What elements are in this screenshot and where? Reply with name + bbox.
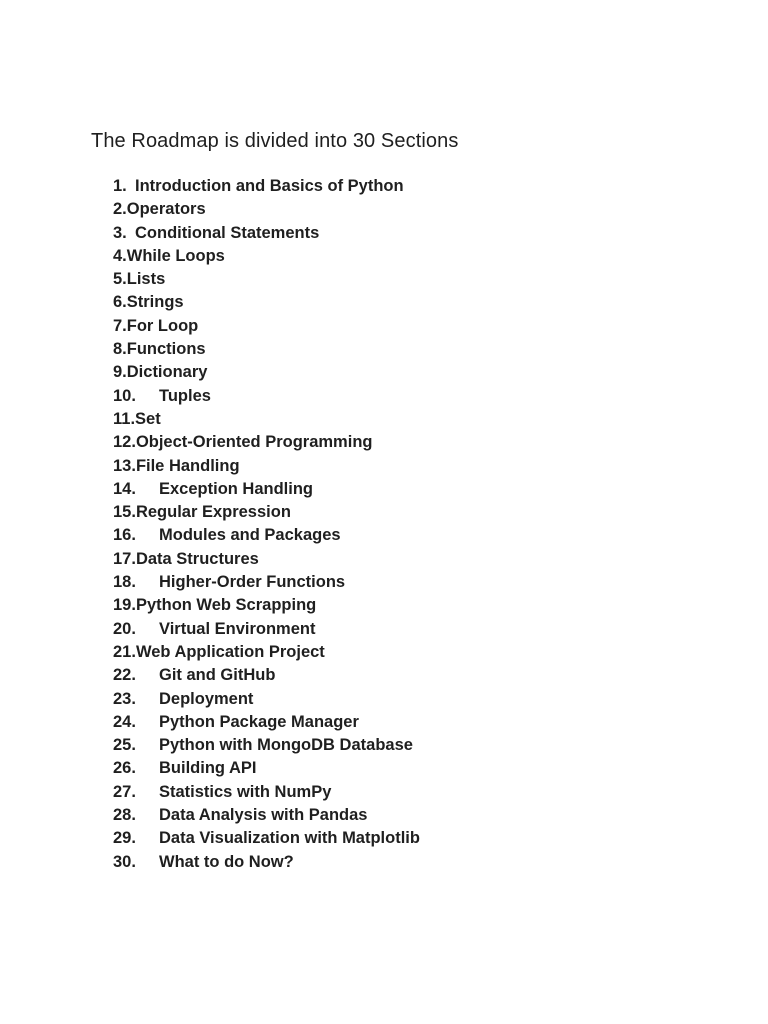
section-title: File Handling	[135, 456, 240, 475]
section-number: 24.	[113, 712, 136, 731]
section-title: Object-Oriented Programming	[135, 433, 373, 452]
section-number: 5.	[113, 270, 127, 289]
section-title: Statistics with NumPy	[159, 782, 332, 801]
section-item	[113, 641, 420, 664]
section-item	[113, 198, 420, 221]
section-number: 13.	[113, 456, 136, 475]
section-title: Python Package Manager	[159, 712, 359, 731]
section-number: 18.	[113, 573, 136, 592]
section-item	[113, 664, 420, 687]
section-title: What to do Now?	[159, 852, 294, 871]
section-title: Data Visualization with Matplotlib	[159, 829, 420, 848]
section-number: 2.	[113, 200, 127, 219]
section-item	[113, 175, 420, 198]
section-title: Operators	[126, 200, 206, 219]
section-title: Exception Handling	[159, 479, 314, 498]
section-title: Introduction and Basics of Python	[135, 177, 404, 195]
section-number: 25.	[113, 736, 136, 755]
section-number: 22.	[113, 666, 136, 685]
section-item	[113, 361, 420, 384]
section-number: 12.	[113, 433, 136, 452]
section-title: Lists	[126, 270, 166, 289]
section-number: 20.	[113, 619, 136, 638]
section-title: Tuples	[159, 386, 211, 405]
section-title: Regular Expression	[135, 503, 291, 522]
section-title: Strings	[126, 293, 184, 312]
section-number: 9.	[113, 363, 127, 382]
section-item	[113, 571, 420, 594]
section-title: Dictionary	[126, 363, 208, 382]
section-list	[113, 175, 420, 874]
section-number: 28.	[113, 806, 136, 825]
section-title: Deployment	[159, 689, 254, 708]
section-title: Data Structures	[135, 549, 259, 568]
section-number: 3.	[113, 223, 127, 242]
section-item	[113, 548, 420, 571]
section-item	[113, 245, 420, 268]
section-item	[113, 618, 420, 641]
section-title: Higher-Order Functions	[159, 573, 346, 592]
section-item	[113, 408, 420, 431]
section-title: Python with MongoDB Database	[159, 736, 413, 755]
section-number: 11.	[113, 409, 136, 428]
section-title: Web Application Project	[135, 642, 325, 661]
section-number: 21.	[113, 642, 136, 661]
section-title: While Loops	[126, 246, 225, 265]
section-number: 27.	[113, 782, 136, 801]
section-item	[113, 338, 420, 361]
section-item	[113, 688, 420, 711]
section-title: Git and GitHub	[159, 666, 276, 685]
section-number: 7.	[113, 316, 127, 335]
section-number: 1.	[113, 177, 127, 195]
section-item	[113, 501, 420, 524]
section-title: For Loop	[126, 316, 199, 335]
section-number: 14.	[113, 479, 136, 498]
section-item	[113, 291, 420, 314]
section-number: 4.	[113, 246, 127, 265]
section-number: 10.	[113, 386, 136, 405]
section-item	[113, 827, 420, 850]
section-item	[113, 385, 420, 408]
section-number: 17.	[113, 549, 136, 568]
section-title: Python Web Scrapping	[135, 596, 317, 615]
section-item	[113, 851, 420, 874]
section-title: Set	[135, 409, 161, 428]
section-item	[113, 455, 420, 478]
section-number: 15.	[113, 503, 136, 522]
section-item	[113, 594, 420, 617]
section-item	[113, 268, 420, 291]
section-item	[113, 315, 420, 338]
section-title: Functions	[126, 340, 206, 359]
section-item	[113, 804, 420, 827]
section-item	[113, 757, 420, 780]
section-item	[113, 431, 420, 454]
section-number: 19.	[113, 596, 136, 615]
section-item	[113, 734, 420, 757]
page-title: The Roadmap is divided into 30 Sections	[91, 130, 459, 152]
section-number: 23.	[113, 689, 136, 708]
section-title: Building API	[159, 759, 257, 778]
section-number: 6.	[113, 293, 127, 312]
section-item	[113, 711, 420, 734]
section-item	[113, 478, 420, 501]
section-title: Modules and Packages	[159, 526, 341, 545]
section-number: 30.	[113, 852, 136, 871]
section-item	[113, 222, 420, 245]
section-title: Virtual Environment	[159, 619, 316, 638]
section-title: Data Analysis with Pandas	[159, 806, 368, 825]
section-item	[113, 524, 420, 547]
section-number: 29.	[113, 829, 136, 848]
section-item	[113, 781, 420, 804]
section-number: 26.	[113, 759, 136, 778]
section-number: 8.	[113, 340, 127, 359]
section-title: Conditional Statements	[135, 223, 320, 242]
section-number: 16.	[113, 526, 136, 545]
